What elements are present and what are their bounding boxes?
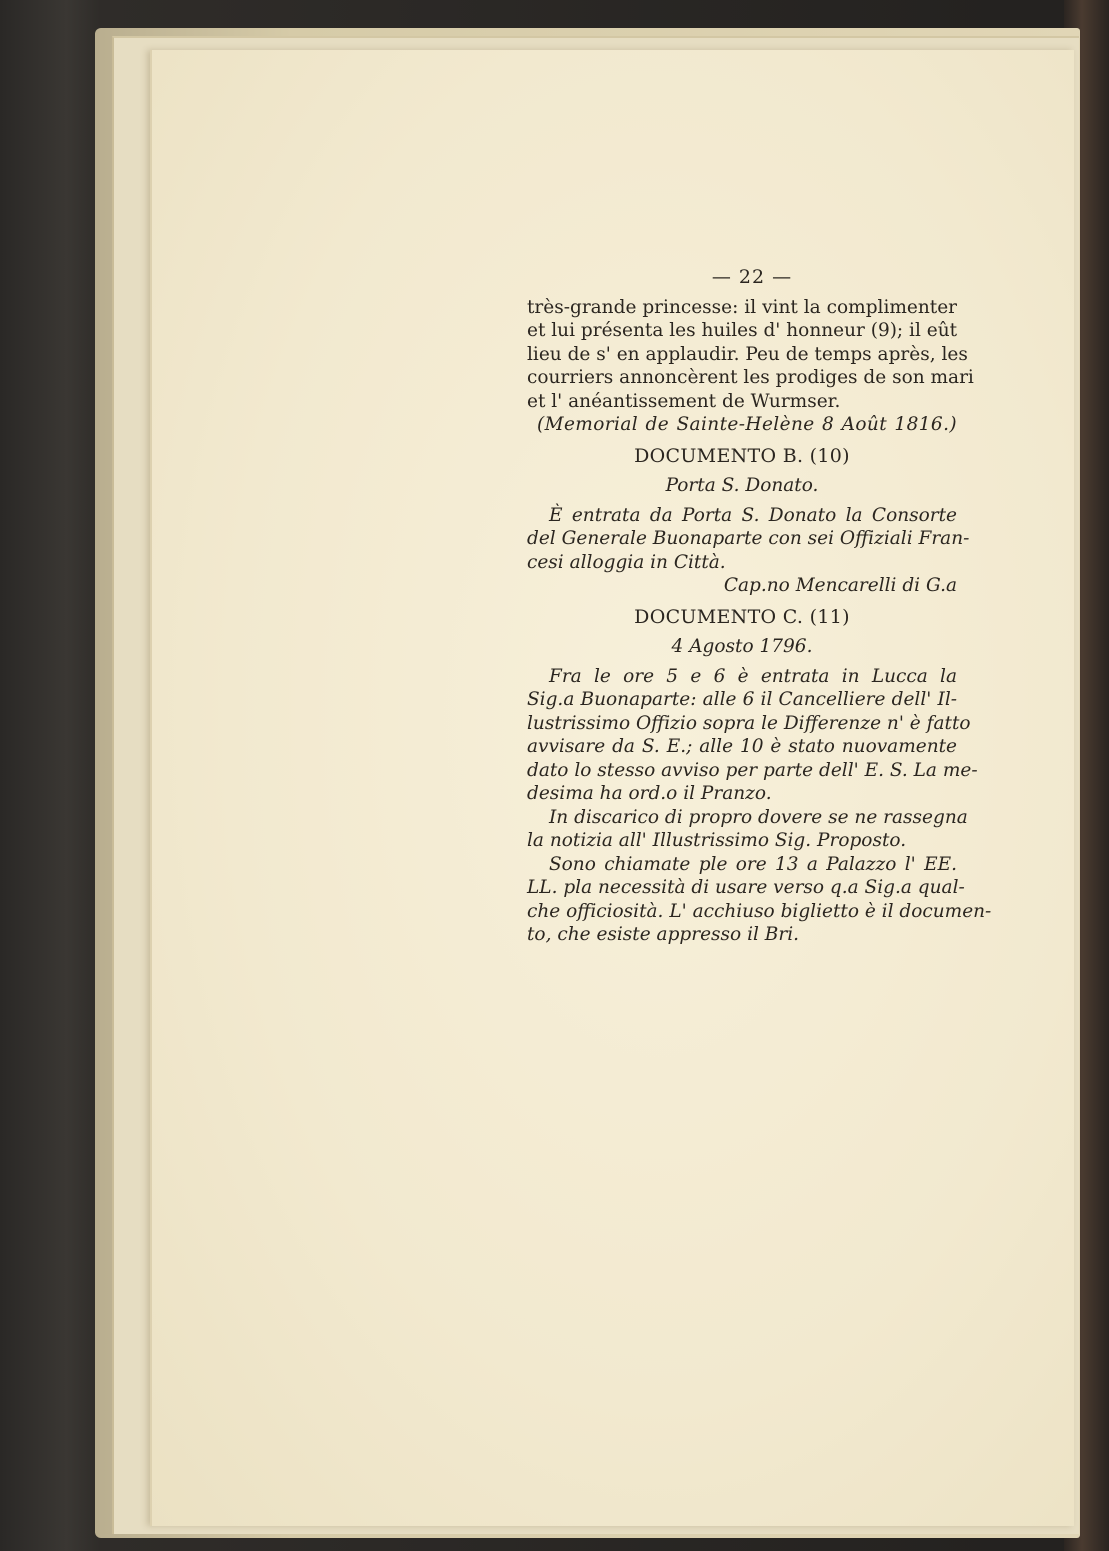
page-text-block bbox=[527, 266, 992, 947]
text-line: très-grande princesse: il vint la complimenter bbox=[527, 296, 957, 318]
text-line: et l' anéantissement de Wurmser. bbox=[527, 390, 841, 412]
paragraph-french bbox=[527, 296, 974, 414]
text-line: lustrissimo Offizio sopra le Differenze n' è fatto bbox=[527, 712, 971, 734]
document-c-heading: DOCUMENTO C. (11) bbox=[634, 605, 850, 628]
document-c-date: 4 Agosto 1796. bbox=[671, 636, 813, 657]
text-line: Sig.a Buonaparte: alle 6 il Cancelliere dell' Il- bbox=[527, 689, 957, 710]
text-line: Fra le ore 5 e 6 è entrata in Lucca la bbox=[549, 665, 957, 687]
text-line: la notizia all' Illustrissimo Sig. Proposto. bbox=[527, 830, 907, 851]
text-line: Sono chiamate ple ore 13 a Palazzo l' EE. bbox=[549, 853, 957, 875]
text-line: del Generale Buonaparte con sei Offiziali Fran- bbox=[527, 528, 970, 549]
text-line: dato lo stesso avviso per parte dell' E. S. La me- bbox=[527, 759, 978, 781]
text-line: LL. pla necessità di usare verso q.a Sig.a qual- bbox=[527, 877, 965, 898]
text-line: cesi alloggia in Città. bbox=[527, 551, 726, 573]
document-c-body bbox=[527, 665, 992, 947]
text-line: È entrata da Porta S. Donato la Consorte bbox=[549, 504, 957, 526]
text-line: courriers annoncèrent les prodiges de son mari bbox=[527, 367, 974, 388]
text-line: et lui présenta les huiles d' honneur (9); il eût bbox=[527, 320, 958, 341]
citation: (Memorial de Sainte-Helène 8 Août 1816.) bbox=[537, 414, 957, 435]
text-line: to, che esiste appresso il Bri. bbox=[527, 924, 800, 945]
text-line: desima ha ord.o il Pranzo. bbox=[527, 783, 772, 804]
document-b-body bbox=[527, 504, 970, 598]
text-line: avvisare da S. E.; alle 10 è stato nuovamente bbox=[527, 736, 957, 757]
signature: Cap.no Mencarelli di G.a bbox=[723, 575, 957, 596]
text-line: In discarico di propro dovere se ne rassegna bbox=[549, 806, 968, 828]
page-number: — 22 — bbox=[711, 266, 793, 288]
document-b-subheading: Porta S. Donato. bbox=[665, 475, 819, 496]
text-line: lieu de s' en applaudir. Peu de temps après, les bbox=[527, 343, 968, 365]
document-b-heading: DOCUMENTO B. (10) bbox=[634, 444, 850, 467]
text-line: che officiosità. L' acchiuso biglietto è il documen- bbox=[527, 900, 992, 922]
